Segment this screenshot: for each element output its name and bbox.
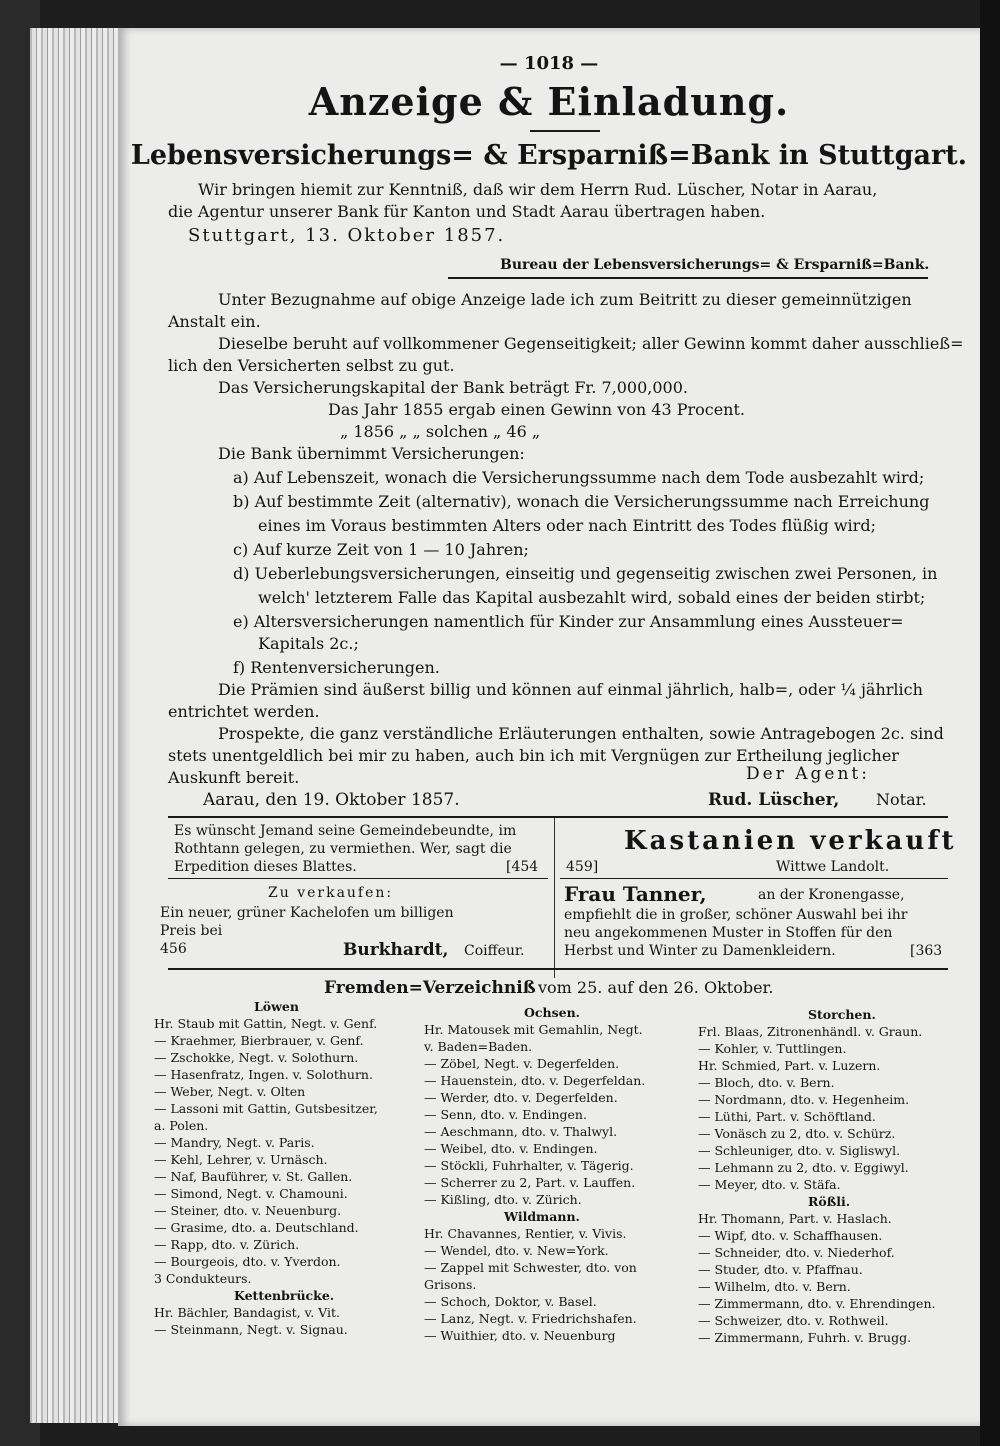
ad-tailor-line: empfiehlt die in großer, schöner Auswahl bei ihr (564, 907, 908, 923)
ad-tailor-line: Herbst und Winter zu Damenkleidern. (564, 943, 836, 959)
page-number: — 1018 — (499, 53, 599, 74)
guest-entry: — Hauenstein, dto. v. Degerfeldan. (424, 1073, 646, 1088)
column-rule (554, 818, 555, 978)
body-line: entrichtet werden. (168, 702, 320, 721)
body-line: e) Altersversicherungen namentlich für Kinder zur Ansammlung eines Aussteuer= (233, 612, 904, 631)
intro-line: Wir bringen hiemit zur Kenntniß, daß wir dem Herrn Rud. Lüscher, Notar in Aarau, (198, 180, 878, 199)
guest-entry: — Naf, Bauführer, v. St. Gallen. (154, 1169, 353, 1184)
body-line: Unter Bezugnahme auf obige Anzeige lade ich zum Beitritt zu dieser gemeinnützigen (218, 290, 912, 309)
guest-entry: — Zöbel, Negt. v. Degerfelden. (424, 1056, 620, 1071)
bank-name: Lebensversicherungs= & Ersparniß=Bank in Stuttgart. (130, 140, 968, 171)
body-line: welch' letzterem Falle das Kapital ausbezahlt wird, sobald eines der beiden stirbt; (258, 588, 926, 607)
ad-divider (168, 878, 548, 879)
body-line: d) Ueberlebungsversicherungen, einseitig und gegenseitig zwischen zwei Personen, in (233, 564, 938, 583)
guest-column-loewen (154, 998, 424, 1338)
body-line: Anstalt ein. (168, 312, 261, 331)
guest-entry: — Wilhelm, dto. v. Bern. (698, 1279, 851, 1294)
guest-entry: — Mandry, Negt. v. Paris. (154, 1135, 315, 1150)
section-divider (168, 968, 948, 970)
guest-entry: — Zimmermann, dto. v. Ehrendingen. (698, 1296, 936, 1311)
hotel-heading: Storchen. (808, 1007, 876, 1022)
guest-entry: — Lüthi, Part. v. Schöftland. (698, 1109, 876, 1124)
ad-sale-line: Ein neuer, grüner Kachelofen um billigen (160, 905, 454, 921)
ad-chestnut-name: Wittwe Landolt. (776, 859, 890, 875)
guest-entry: — Scherrer zu 2, Part. v. Lauffen. (424, 1175, 636, 1190)
ad-sale-role: Coiffeur. (464, 943, 525, 959)
fremden-dates: vom 25. auf den 26. Oktober. (538, 978, 774, 997)
body-line: Das Versicherungskapital der Bank beträgt Fr. 7,000,000. (218, 378, 688, 397)
ad-tailor-line: neu angekommenen Muster in Stoffen für den (564, 925, 893, 941)
agent-date: Aarau, den 19. Oktober 1857. (203, 790, 460, 810)
newspaper-page (118, 28, 980, 1426)
guest-entry: — Kißling, dto. v. Zürich. (424, 1192, 582, 1207)
guest-entry: — Steinmann, Negt. v. Signau. (154, 1322, 348, 1337)
guest-entry: — Zappel mit Schwester, dto. von (424, 1260, 637, 1275)
guest-entry: — Steiner, dto. v. Neuenburg. (154, 1203, 342, 1218)
guest-entry: Hr. Thomann, Part. v. Haslach. (698, 1211, 892, 1226)
guest-entry: — Weber, Negt. v. Olten (154, 1084, 306, 1099)
guest-entry: — Meyer, dto. v. Stäfa. (698, 1177, 841, 1192)
guest-entry: — Aeschmann, dto. v. Thalwyl. (424, 1124, 618, 1139)
guest-entry: Hr. Chavannes, Rentier, v. Vivis. (424, 1226, 627, 1241)
section-divider (168, 816, 948, 818)
guest-entry: — Schneider, dto. v. Niederhof. (698, 1245, 895, 1260)
guest-entry: — Kohler, v. Tuttlingen. (698, 1041, 847, 1056)
guest-entry: — Schweizer, dto. v. Rothweil. (698, 1313, 889, 1328)
ad-tailor-line: an der Kronengasse, (758, 887, 905, 903)
body-line: Kapitals 2c.; (258, 634, 359, 653)
guest-entry: Hr. Matousek mit Gemahlin, Negt. (424, 1022, 643, 1037)
guest-entry: — Schoch, Doktor, v. Basel. (424, 1294, 597, 1309)
section-divider (448, 277, 928, 279)
agent-name: Rud. Lüscher, (708, 790, 840, 810)
body-line: Dieselbe beruht auf vollkommener Gegenseitigkeit; aller Gewinn kommt daher ausschließ= (218, 334, 964, 353)
hotel-heading: Ochsen. (524, 1005, 581, 1020)
guest-entry: — Stöckli, Fuhrhalter, v. Tägerig. (424, 1158, 634, 1173)
ad-rent-line: Erpedition dieses Blattes. (174, 859, 357, 875)
ad-divider (560, 878, 948, 879)
ad-number: 456 (160, 941, 187, 957)
guest-entry: — Wipf, dto. v. Schaffhausen. (698, 1228, 883, 1243)
guest-entry: — Senn, dto. v. Endingen. (424, 1107, 587, 1122)
ad-chestnut-title: Kastanien verkauft (624, 826, 957, 856)
guest-entry: — Schleuniger, dto. v. Sigliswyl. (698, 1143, 901, 1158)
hotel-heading: Kettenbrücke. (234, 1288, 335, 1303)
body-line: Das Jahr 1855 ergab einen Gewinn von 43 Procent. (328, 400, 745, 419)
page-edges (30, 28, 120, 1423)
guest-entry: — Vonäsch zu 2, dto. v. Schürz. (698, 1126, 896, 1141)
hotel-heading: Rößli. (808, 1194, 851, 1209)
title-divider (530, 130, 600, 132)
guest-entry: — Lehmann zu 2, dto. v. Eggiwyl. (698, 1160, 909, 1175)
guest-entry: — Grasime, dto. a. Deutschland. (154, 1220, 359, 1235)
ad-sale-title: Zu verkaufen: (268, 885, 394, 901)
ad-number: [454 (506, 859, 539, 875)
guest-entry: — Lassoni mit Gattin, Gutsbesitzer, (154, 1101, 378, 1116)
guest-column-ochsen (424, 1004, 694, 1344)
body-line: eines im Voraus bestimmten Alters oder nach Eintritt des Todes flüßig wird; (258, 516, 876, 535)
guest-entry: — Lanz, Negt. v. Friedrichshafen. (424, 1311, 637, 1326)
guest-entry: — Bourgeois, dto. v. Yverdon. (154, 1254, 341, 1269)
guest-entry: — Simond, Negt. v. Chamouni. (154, 1186, 348, 1201)
guest-entry: 3 Condukteurs. (154, 1271, 252, 1286)
agent-title: Notar. (876, 790, 927, 809)
ad-rent-line: Es wünscht Jemand seine Gemeindebeundte, im (174, 823, 517, 839)
page-title: Anzeige & Einladung. (308, 79, 790, 124)
body-line: „ 1856 „ „ solchen „ 46 „ (340, 422, 541, 441)
intro-line: die Agentur unserer Bank für Kanton und Stadt Aarau übertragen haben. (168, 202, 766, 221)
guest-entry: — Wuithier, dto. v. Neuenburg (424, 1328, 616, 1343)
guest-entry: — Kraehmer, Bierbrauer, v. Genf. (154, 1033, 364, 1048)
body-line: Auskunft bereit. (168, 768, 300, 787)
fremden-title: Fremden=Verzeichniß (324, 978, 536, 998)
agent-label: Der Agent: (746, 764, 870, 784)
guest-entry: — Zimmermann, Fuhrh. v. Brugg. (698, 1330, 912, 1345)
body-line: lich den Versicherten selbst zu gut. (168, 356, 455, 375)
guest-entry: v. Baden=Baden. (424, 1039, 533, 1054)
ad-sale-name: Burkhardt, (343, 940, 449, 960)
scan-border (980, 0, 1000, 1446)
guest-entry: — Werder, dto. v. Degerfelden. (424, 1090, 618, 1105)
ad-sale-line: Preis bei (160, 923, 223, 939)
guest-entry: — Hasenfratz, Ingen. v. Solothurn. (154, 1067, 373, 1082)
guest-entry: — Rapp, dto. v. Zürich. (154, 1237, 300, 1252)
guest-entry: Hr. Staub mit Gattin, Negt. v. Genf. (154, 1016, 378, 1031)
ad-rent-line: Rothtann gelegen, zu vermiethen. Wer, sagt die (174, 841, 512, 857)
guest-entry: — Wendel, dto. v. New=York. (424, 1243, 609, 1258)
hotel-heading: Löwen (254, 999, 299, 1014)
body-line: c) Auf kurze Zeit von 1 — 10 Jahren; (233, 540, 529, 559)
guest-entry: Hr. Schmied, Part. v. Luzern. (698, 1058, 881, 1073)
ad-tailor-name: Frau Tanner, (564, 882, 707, 906)
body-line: Die Bank übernimmt Versicherungen: (218, 444, 525, 463)
guest-entry: a. Polen. (154, 1118, 209, 1133)
body-line: b) Auf bestimmte Zeit (alternativ), wonach die Versicherungssumme nach Erreichung (233, 492, 930, 511)
guest-entry: Grisons. (424, 1277, 477, 1292)
guest-entry: — Kehl, Lehrer, v. Urnäsch. (154, 1152, 328, 1167)
intro-date: Stuttgart, 13. Oktober 1857. (188, 225, 506, 246)
body-line: f) Rentenversicherungen. (233, 658, 440, 677)
ad-number: [363 (910, 943, 943, 959)
guest-entry: — Nordmann, dto. v. Hegenheim. (698, 1092, 910, 1107)
intro-signature: Bureau der Lebensversicherungs= & Ersparniß=Bank. (500, 257, 930, 273)
guest-entry: — Zschokke, Negt. v. Solothurn. (154, 1050, 359, 1065)
body-line: a) Auf Lebenszeit, wonach die Versicherungssumme nach dem Tode ausbezahlt wird; (233, 468, 925, 487)
guest-entry: — Studer, dto. v. Pfaffnau. (698, 1262, 863, 1277)
body-line: Die Prämien sind äußerst billig und können auf einmal jährlich, halb=, oder ¼ jährlich (218, 680, 923, 699)
ad-number: 459] (566, 859, 599, 875)
hotel-heading: Wildmann. (504, 1209, 580, 1224)
guest-entry: — Bloch, dto. v. Bern. (698, 1075, 835, 1090)
body-line: stets unentgeldlich bei mir zu haben, auch bin ich mit Vergnügen zur Ertheilung jeglicher (168, 746, 899, 765)
guest-column-storchen (698, 1006, 960, 1346)
guest-entry: — Weibel, dto. v. Endingen. (424, 1141, 598, 1156)
guest-entry: Frl. Blaas, Zitronenhändl. v. Graun. (698, 1024, 923, 1039)
guest-entry: Hr. Bächler, Bandagist, v. Vit. (154, 1305, 340, 1320)
body-line: Prospekte, die ganz verständliche Erläuterungen enthalten, sowie Antragebogen 2c. sind (218, 724, 944, 743)
